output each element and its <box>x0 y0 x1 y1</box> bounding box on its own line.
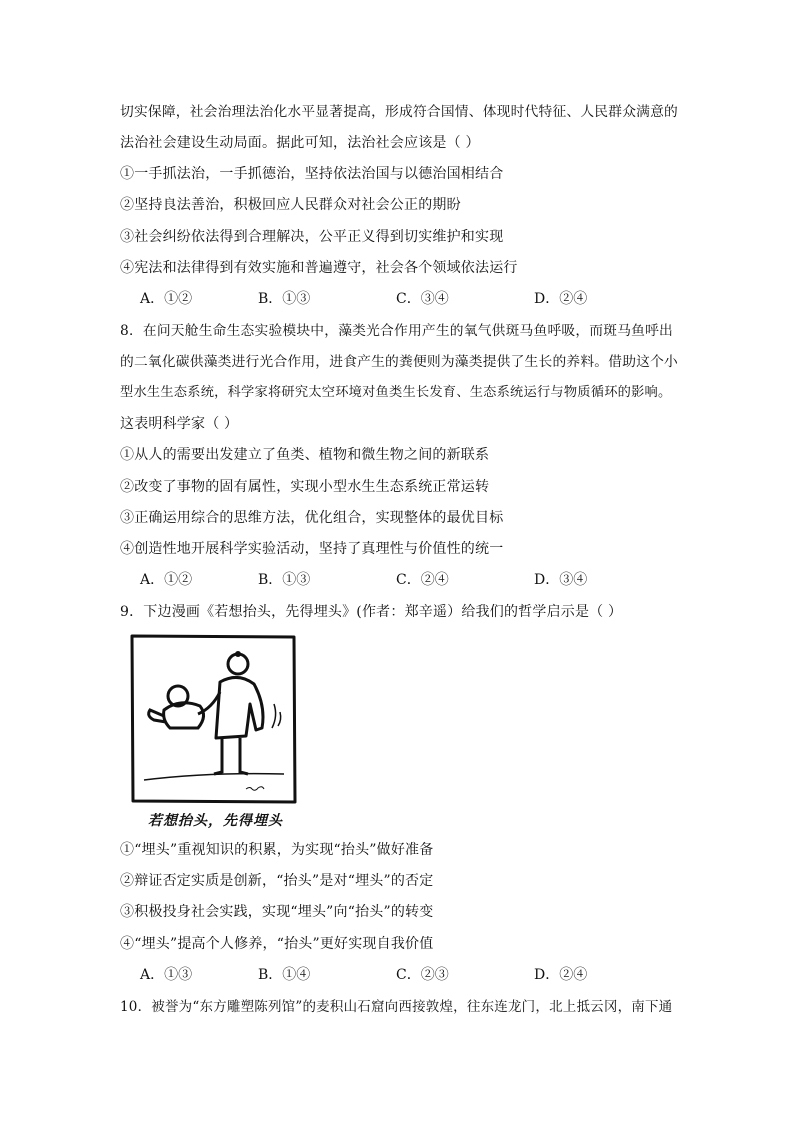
q7-option-4: ④宪法和法律得到有效实施和普遍遵守，社会各个领域依法运行 <box>120 260 518 276</box>
q7-stem-line-1: 切实保障，社会治理法治化水平显著提高，形成符合国情、体现时代特征、人民群众满意的 <box>120 104 679 120</box>
q7-stem-line-2: 法治社会建设生动局面。据此可知，法治社会应该是（ ） <box>120 135 480 151</box>
q7-option-3: ③社会纠纷依法得到合理解决，公平正义得到切实维护和实现 <box>120 229 504 245</box>
q8-choice-b: B．①③ <box>258 572 311 588</box>
q7-option-2: ②坚持良法善治，积极回应人民群众对社会公正的期盼 <box>120 197 461 213</box>
q9-option-3: ③积极投身社会实践，实现“埋头”向“抬头”的转变 <box>120 904 434 920</box>
q7-choice-d: D．②④ <box>534 291 588 307</box>
q9-stem: 9．下边漫画《若想抬头，先得埋头》(作者：郑辛遥）给我们的哲学启示是（ ） <box>120 604 623 620</box>
q9-option-1: ①“埋头”重视知识的积累，为实现“抬头”做好准备 <box>120 842 434 858</box>
q8-option-3: ③正确运用综合的思维方法，优化组合，实现整体的最优目标 <box>120 510 504 526</box>
q8-stem-line-1: 8．在问天舱生命生态实验模块中，藻类光合作用产生的氧气供斑马鱼呼吸，而斑马鱼呼出 <box>120 323 674 339</box>
q8-option-1: ①从人的需要出发建立了鱼类、植物和微生物之间的新联系 <box>120 447 490 463</box>
q8-choice-c: C．②④ <box>396 572 449 588</box>
q10-stem-line-1: 10．被誉为“东方雕塑陈列馆”的麦积山石窟向西接敦煌，往东连龙门，北上抵云冈，南下通 <box>120 999 673 1015</box>
q8-choice-d: D．③④ <box>534 572 588 588</box>
cartoon-caption: 若想抬头，先得埋头 <box>148 813 283 829</box>
q8-stem-line-3: 型水生生态系统，科学家将研究太空环境对鱼类生长发育、生态系统运行与物质循环的影响。 <box>120 385 672 400</box>
q7-choice-a: A．①② <box>140 291 193 307</box>
cartoon-drawing <box>128 632 300 832</box>
q8-option-2: ②改变了事物的固有属性，实现小型水生生态系统正常运转 <box>120 479 490 495</box>
q9-option-2: ②辩证否定实质是创新，“抬头”是对“埋头”的否定 <box>120 873 434 889</box>
q9-choice-b: B．①④ <box>258 967 311 983</box>
q9-choice-c: C．②③ <box>396 967 449 983</box>
q8-option-4: ④创造性地开展科学实验活动，坚持了真理性与价值性的统一 <box>120 541 504 557</box>
q8-stem-line-4: 这表明科学家（ ） <box>120 416 239 432</box>
cartoon-illustration <box>128 632 300 832</box>
q8-choice-a: A．①② <box>140 572 193 588</box>
q9-option-4: ④“埋头”提高个人修养，“抬头”更好实现自我价值 <box>120 936 434 952</box>
q7-choice-c: C．③④ <box>396 291 449 307</box>
q9-choice-d: D．②④ <box>534 967 588 983</box>
q7-choice-b: B．①③ <box>258 291 311 307</box>
q7-option-1: ①一手抓法治，一手抓德治，坚持依法治国与以德治国相结合 <box>120 166 504 182</box>
q8-stem-line-2: 的二氧化碳供藻类进行光合作用，进食产生的粪便则为藻类提供了生长的养料。借助这个小 <box>120 354 679 370</box>
q9-choice-a: A．①③ <box>140 967 193 983</box>
